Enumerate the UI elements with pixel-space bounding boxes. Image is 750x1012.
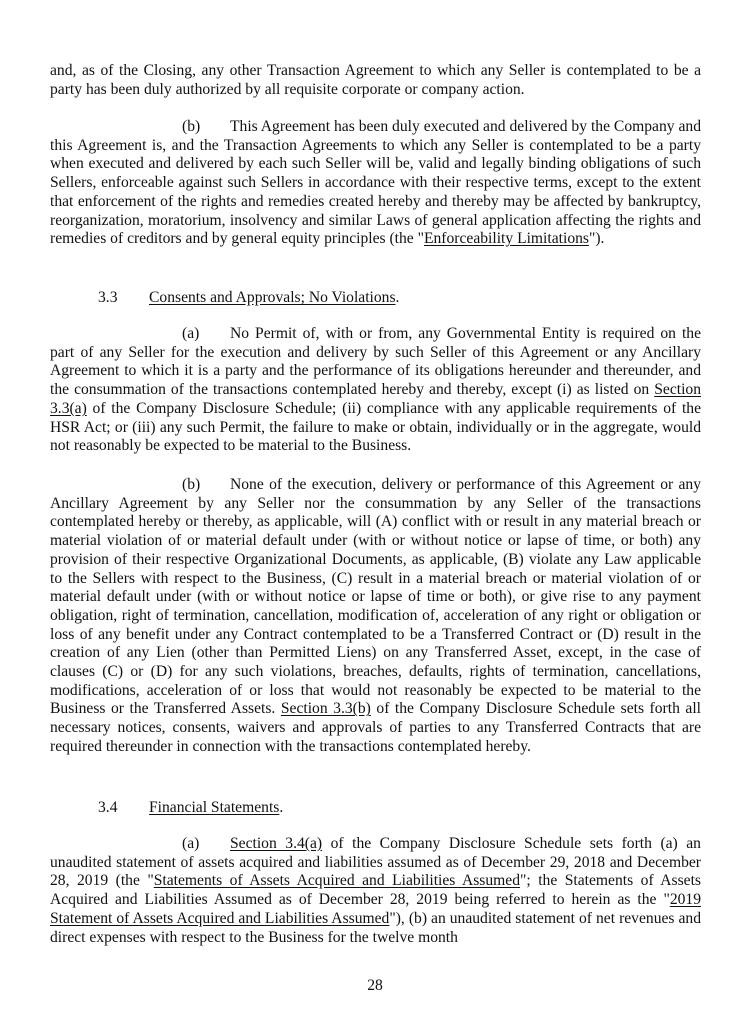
paragraph-3-2-b: (b) This Agreement has been duly executed and delivered by the Company and this Agreement is, and the Transaction Agreements to which any Seller is contemplated to be a party when executed and delivered by each such Seller will be, valid and legally binding obligations of such Sellers, enforceable against such Sellers in accordance with their respective terms, except to the extent that enforcement of the rights and remedies created hereby and thereby may be affected by bankruptcy, reorganization, moratorium, insolvency and similar Laws of general application affecting the rights and remedies of creditors and by general equity principles (the "Enforceability Limitations"). [50, 118, 701, 248]
clause-label: (a) [182, 325, 200, 342]
section-reference-link[interactable]: Section 3.4(a) [230, 835, 323, 852]
section-number: 3.4 [98, 799, 118, 816]
section-title: Financial Statements [149, 799, 280, 816]
section-heading-3-3: 3.3 Consents and Approvals; No Violations. [98, 289, 400, 306]
paragraph-3-3-a: (a) No Permit of, with or from, any Governmental Entity is required on the part of any Seller for the execution and delivery by such Seller of this Agreement or any Ancillary Agreement to which it is a party and the performance of its obligations hereunder and thereunder, and the consummation of the transactions contemplated hereby and thereby, except (i) as listed on Section 3.3(a) of the Company Disclosure Schedule; (ii) compliance with any applicable requirements of the HSR Act; or (iii) any such Permit, the failure to make or obtain, individually or in the aggregate, would not reasonably be expected to be material to the Business. [50, 325, 701, 455]
section-heading-3-4: 3.4 Financial Statements. [98, 799, 284, 816]
section-reference-link[interactable]: Section 3.3(a) [50, 381, 701, 417]
clause-label: (a) [182, 835, 200, 852]
paragraph-3-3-b: (b) None of the execution, delivery or performance of this Agreement or any Ancillary Agreement by any Seller nor the consummation by any Seller of the transactions contemplated hereby or thereby, as applicable, will (A) conflict with or result in any material breach or material violation of or material default under (with or without notice or lapse of time, or both) any provision of their respective Organizational Documents, as applicable, (B) violate any Law applicable to the Sellers with respect to the Business, (C) result in a material breach or material violation of or material default under (with or without notice or lapse of time or both), or give rise to any payment obligation, right of termination, cancellation, modification of, acceleration of any right or obligation or loss of any benefit under any Contract contemplated to be a Transferred Contract or (D) result in the creation of any Lien (other than Permitted Liens) on any Transferred Asset, except, in the case of clauses (C) or (D) for any such violations, breaches, defaults, rights of termination, cancellations, modifications, acceleration of or loss that would not reasonably be expected to be material to the Business or the Transferred Assets. Section 3.3(b) of the Company Disclosure Schedule sets forth all necessary notices, consents, waivers and approvals of parties to any Transferred Contracts that are required thereunder in connection with the transactions contemplated hereby. [50, 476, 702, 755]
defined-term-enforceability-limitations: Enforceability Limitations [423, 230, 589, 248]
section-title: Consents and Approvals; No Violations [149, 289, 396, 306]
clause-label: (b) [182, 118, 201, 135]
defined-term-2019-statement: 2019 Statement of Assets Acquired and Liabilities Assumed [50, 891, 701, 927]
section-reference-link[interactable]: Section 3.3(b) [280, 700, 371, 718]
clause-label: (b) [182, 476, 201, 493]
paragraph-continuation: and, as of the Closing, any other Transaction Agreement to which any Seller is contemplated to be a party has been duly authorized by all requisite corporate or company action. [50, 62, 701, 98]
section-number: 3.3 [98, 289, 118, 306]
paragraph-3-4-a: (a) Section 3.4(a) of the Company Disclosure Schedule sets forth (a) an unaudited statement of assets acquired and liabilities assumed as of December 29, 2018 and December 28, 2019 (the "Statements of Assets Acquired and Liabilities Assumed"; the Statements of Assets Acquired and Liabilities Assumed as of December 28, 2019 being referred to herein as the "2019 Statement of Assets Acquired and Liabilities Assumed"), (b) an unaudited statement of net revenues and direct expenses with respect to the Business for the twelve month [50, 835, 702, 946]
page-number: 28 [367, 977, 383, 994]
defined-term-statements: Statements of Assets Acquired and Liabilities Assumed [153, 872, 521, 890]
